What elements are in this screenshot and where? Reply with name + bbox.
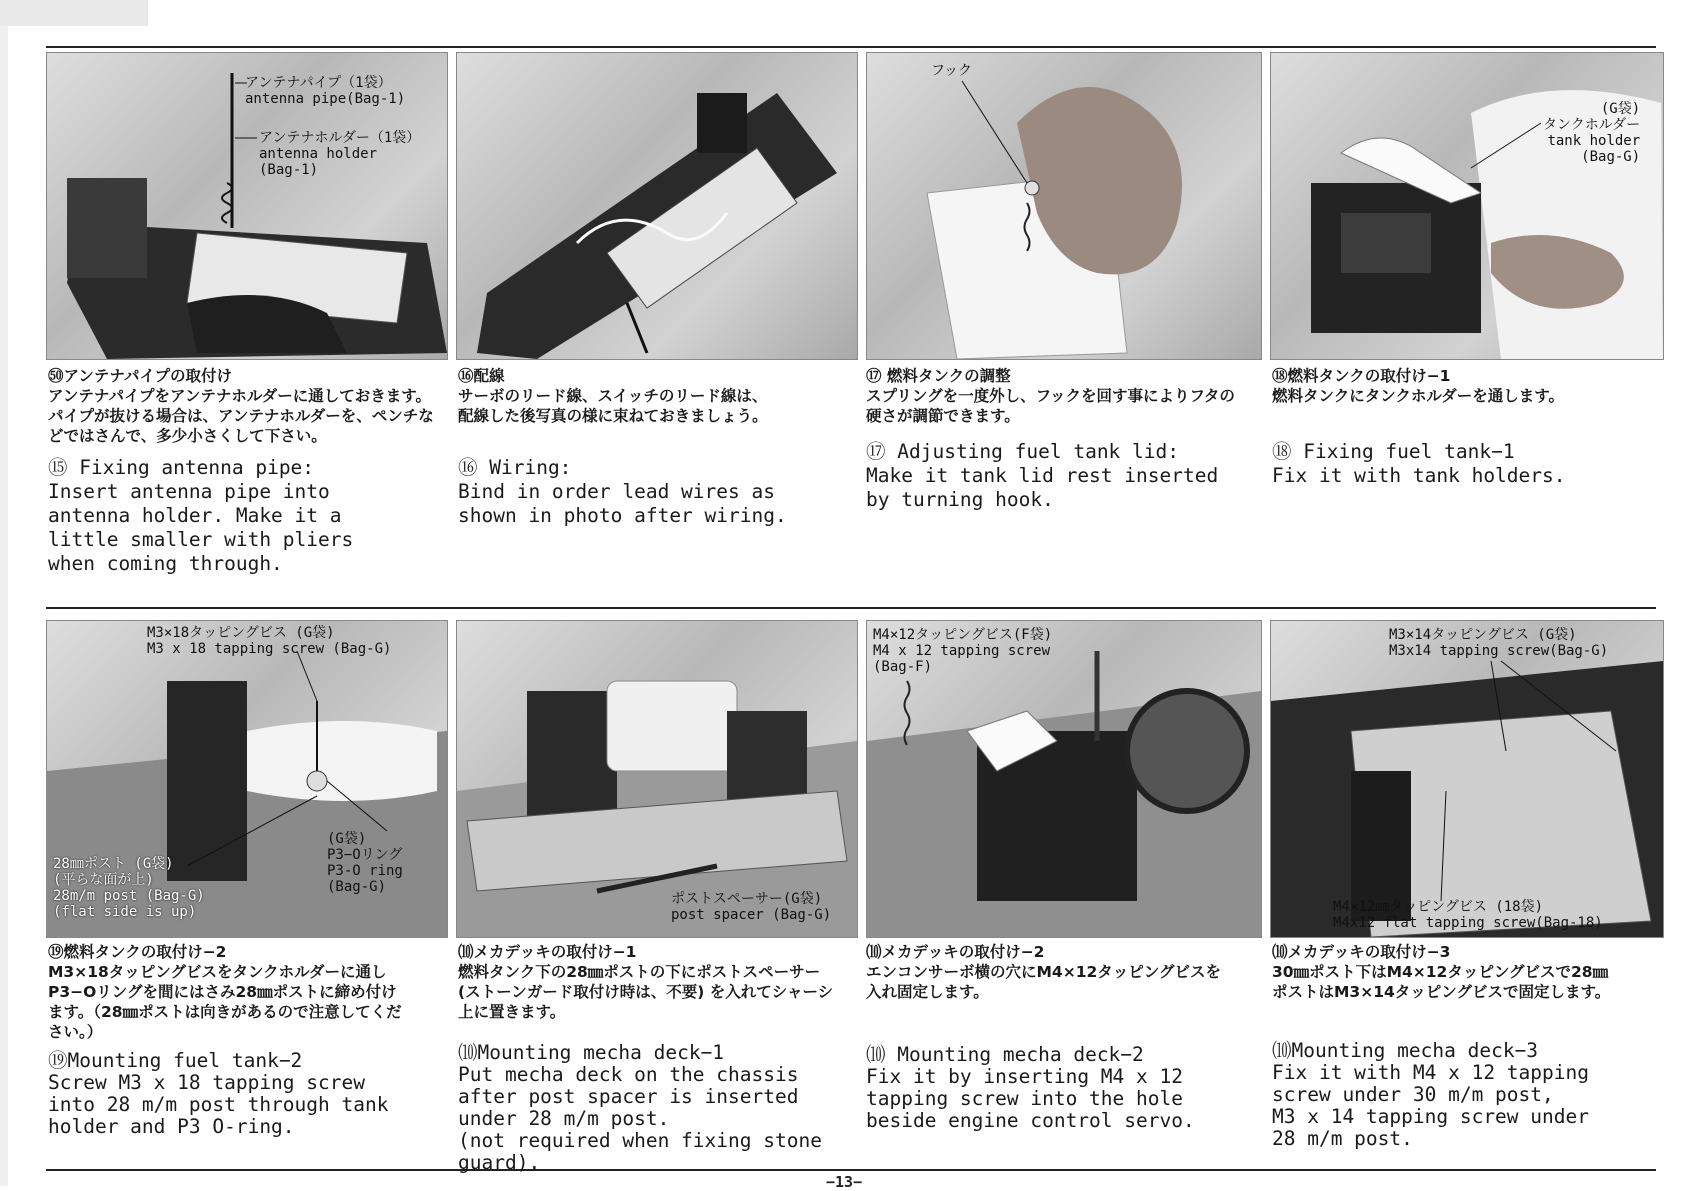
photo-step-99 bbox=[46, 620, 448, 938]
chassis-wiring-illustration bbox=[457, 53, 857, 359]
page-corner-tab bbox=[0, 0, 148, 26]
callout-28mm-post: 28㎜ポスト (G袋) (平らな面が上) 28m/m post (Bag-G) (flat side is up) bbox=[53, 856, 205, 920]
callout-m4x12-screw: M4×12タッピングビス(F袋) M4 x 12 tapping screw (Bag-F) bbox=[873, 627, 1053, 675]
caption-en-97: ⑰ Adjusting fuel tank lid: Make it tank lid rest inserted by turning hook. bbox=[866, 440, 1219, 511]
caption-step-95 bbox=[48, 366, 453, 576]
caption-en-95: ⑮ Fixing antenna pipe: Insert antenna pipe into antenna holder. Make it a little smaller with pliers when coming through. bbox=[48, 456, 354, 575]
callout-tank-holder: (G袋) タンクホルダー tank holder (Bag-G) bbox=[1543, 101, 1641, 165]
caption-step-99 bbox=[48, 942, 453, 1138]
fuel-tank-hook-illustration bbox=[867, 53, 1261, 359]
caption-en-96: ⑯ Wiring: Bind in order lead wires as shown in photo after wiring. bbox=[458, 456, 787, 527]
photo-step-95 bbox=[46, 52, 448, 360]
page-number: −13− bbox=[826, 1173, 863, 1191]
callout-m3x14-screw: M3×14タッピングビス (G袋) M3x14 tapping screw(Bag-G) bbox=[1389, 627, 1609, 659]
callout-m4x12-flat-screw: M4×12㎜タッピングビス (18袋) M4x12 flat tapping screw(Bag-18) bbox=[1333, 899, 1603, 931]
photo-step-96 bbox=[456, 52, 858, 360]
photo-step-102 bbox=[1270, 620, 1664, 938]
mecha-deck-screws-illustration bbox=[1271, 621, 1663, 937]
callout-m3x18-screw: M3×18タッピングビス (G袋) M3 x 18 tapping screw (Bag-G) bbox=[147, 625, 392, 657]
caption-step-98 bbox=[1272, 366, 1672, 488]
caption-jp-97: ⑰ 燃料タンクの調整 スプリングを一度外し、フックを回す事によりフタの 硬さが調節できます。 bbox=[866, 367, 1235, 425]
callout-p3-o-ring: (G袋) P3−Oリング P3-O ring (Bag-G) bbox=[327, 831, 403, 895]
caption-step-96 bbox=[458, 366, 858, 528]
top-rule bbox=[46, 46, 1656, 48]
callout-antenna-holder: アンテナホルダー（1袋） antenna holder (Bag-1) bbox=[259, 130, 421, 178]
caption-en-102: ⑽Mounting mecha deck−3 Fix it with M4 x 12 tapping screw under 30 m/m post, M3 x 14 tapping screw under 28 m/m post. bbox=[1272, 1039, 1589, 1150]
caption-step-97 bbox=[866, 366, 1266, 512]
callout-hook: フック bbox=[931, 63, 973, 79]
caption-en-100: ⑽Mounting mecha deck−1 Put mecha deck on the chassis after post spacer is inserted under 28 m/m post. (not required when fixing stone guard). bbox=[458, 1041, 822, 1174]
mecha-deck-chassis-illustration bbox=[457, 621, 857, 937]
callout-antenna-pipe: アンテナパイプ（1袋） antenna pipe(Bag-1) bbox=[245, 75, 406, 107]
caption-jp-101: ⑽メカデッキの取付け−2 エンコンサーボ横の穴にM4×12タッピングビスを 入れ固定します。 bbox=[866, 943, 1221, 1001]
caption-jp-102: ⑽メカデッキの取付け−3 30㎜ポスト下はM4×12タッピングビスで28㎜ ポストはM3×14タッピングビスで固定します。 bbox=[1272, 943, 1611, 1001]
caption-en-99: ⑲Mounting fuel tank−2 Screw M3 x 18 tapping screw into 28 m/m post through tank holder and P3 O-ring. bbox=[48, 1049, 389, 1138]
caption-jp-98: ⑱燃料タンクの取付け−1 燃料タンクにタンクホルダーを通します。 bbox=[1272, 367, 1565, 405]
caption-step-102 bbox=[1272, 942, 1672, 1150]
photo-step-100 bbox=[456, 620, 858, 938]
caption-en-98: ⑱ Fixing fuel tank−1 Fix it with tank holders. bbox=[1272, 440, 1566, 487]
caption-jp-100: ⑽メカデッキの取付け−1 燃料タンク下の28㎜ポストの下にポストスペーサー (ストーンガード取付け時は、不要) を入れてシャーシ 上に置きます。 bbox=[458, 943, 834, 1021]
caption-step-101 bbox=[866, 942, 1266, 1132]
photo-step-98 bbox=[1270, 52, 1664, 360]
photo-step-101 bbox=[866, 620, 1262, 938]
photo-step-97 bbox=[866, 52, 1262, 360]
caption-jp-96: ⑯配線 サーボのリード線、スイッチのリード線は、 配線した後写真の様に束ねておきましょう。 bbox=[458, 367, 768, 425]
binding-edge bbox=[0, 26, 8, 1186]
callout-post-spacer: ポストスペーサー(G袋) post spacer (Bag-G) bbox=[671, 891, 832, 923]
middle-rule bbox=[46, 607, 1656, 609]
caption-en-101: ⑽ Mounting mecha deck−2 Fix it by inserting M4 x 12 tapping screw into the hole beside engine control servo. bbox=[866, 1043, 1195, 1132]
tank-holder-illustration bbox=[1271, 53, 1663, 359]
caption-jp-95: ㊿アンテナパイプの取付け アンテナパイプをアンテナホルダーに通しておきます。 パイプが抜ける場合は、アンテナホルダーを、ペンチな どではさんで、多少小さくして下さい。 bbox=[48, 367, 434, 445]
caption-step-100 bbox=[458, 942, 858, 1174]
caption-jp-99: ⑲燃料タンクの取付け−2 M3×18タッピングビスをタンクホルダーに通し P3−Oリングを間にはさみ28㎜ポストに締め付け ます。（28㎜ポストは向きがあるので注意してくだ さい。） bbox=[48, 943, 402, 1041]
